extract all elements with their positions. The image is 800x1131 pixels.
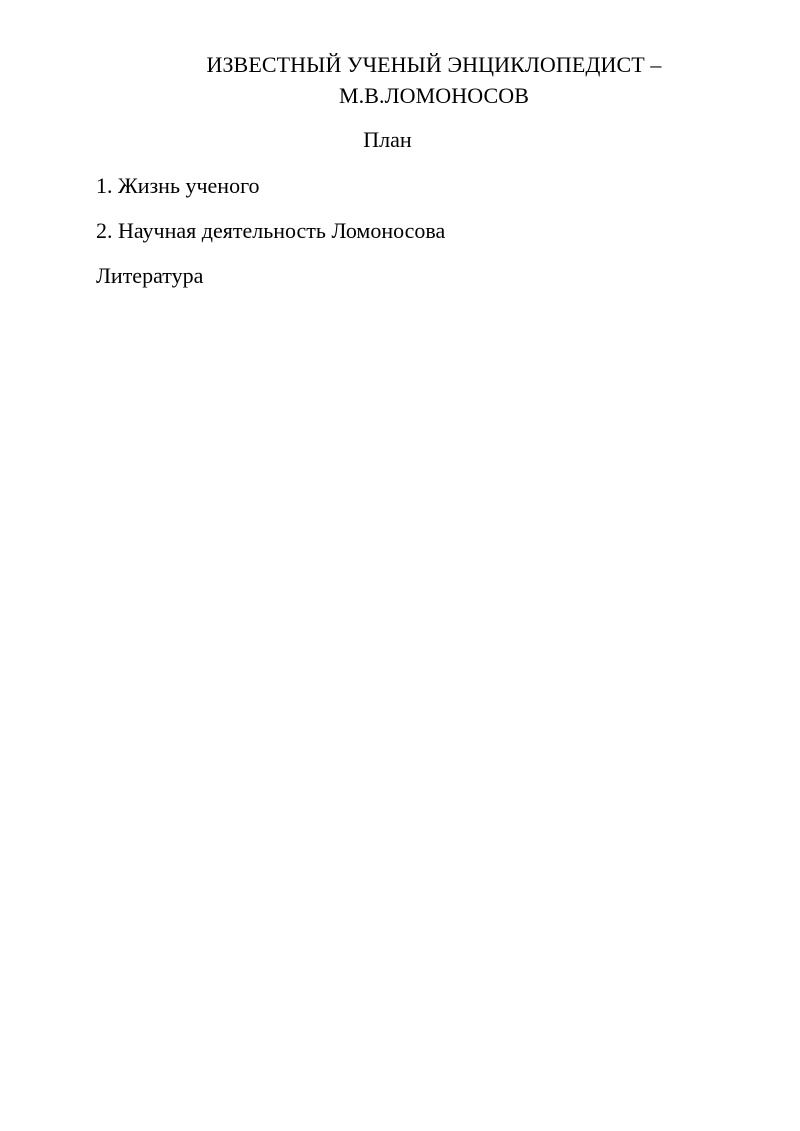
toc-item-life: 1. Жизнь ученого [96, 173, 260, 198]
document-title [100, 49, 768, 111]
toc-item-scientific-activity: 2. Научная деятельность Ломоносова [96, 218, 446, 243]
document-title-line-2: М.В.ЛОМОНОСОВ [338, 83, 530, 108]
document-title-line-1: ИЗВЕСТНЫЙ УЧЕНЫЙ ЭНЦИКЛОПЕДИСТ – [206, 52, 662, 77]
plan-heading: План [363, 127, 412, 152]
toc-item-literature: Литература [96, 263, 204, 288]
